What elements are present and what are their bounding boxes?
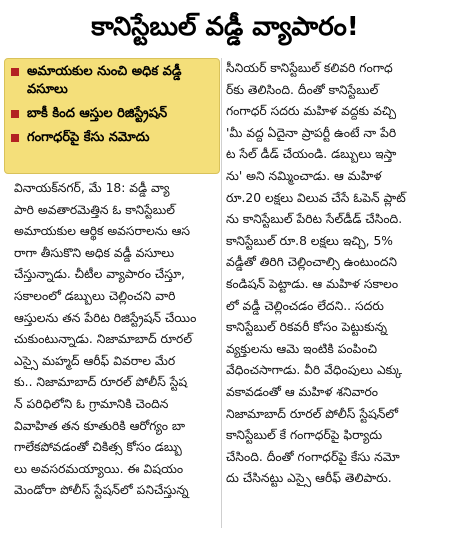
- headline: కానిస్టేబుల్ వడ్డీ వ్యాపారం!: [91, 12, 359, 42]
- article-line: ట సేల్ డీడ్ చేయండి. డబ్బులు ఇస్తా: [226, 147, 397, 162]
- article-line: ను కానిస్టేబుల్ పేరిట సేల్‌డీడ్ చేసింది.: [226, 212, 403, 227]
- article-line: లు అవసరమయ్యాయి. ఈ విషయం: [14, 461, 184, 476]
- article-left-column: [14, 178, 214, 502]
- article-line: మెండోరా పోలీస్ స్టేషన్‌లో పనిచేస్తున్న: [14, 483, 189, 498]
- article-line: చేస్తున్నాడు. చీటీల వ్యాపారం చేస్తూ,: [14, 267, 185, 282]
- article-line: వ్యక్తులను ఆమె ఇంటికి పంపించి: [226, 341, 378, 356]
- article-line: వేధించసాగాడు. వీరి వేధింపులు ఎక్కు: [226, 363, 403, 378]
- highlights-box: [4, 58, 220, 174]
- article-line: రాగా తీసుకొని అధిక వడ్డీ వసూలు: [14, 245, 175, 260]
- highlight-text: గంగాధర్‌పై కేసు నమోదు: [27, 130, 150, 145]
- highlight-item: [11, 105, 213, 123]
- article-line: 'మీ వద్ద ఏదైనా ప్రాపర్టీ ఉంటే నా పేరి: [226, 125, 397, 140]
- article-line: కండిషన్ పెట్టాడు. ఆ మహిళ సకాలం: [226, 276, 399, 291]
- highlight-text: బాకీ కింద ఆస్తుల రిజిస్ట్రేషన్: [27, 106, 168, 121]
- square-bullet-icon: [11, 110, 19, 118]
- article-line: కు.. నిజామాబాద్ రూరల్ పోలీస్ స్టేష: [14, 375, 188, 390]
- column-divider: [221, 58, 222, 528]
- article-line: చేసింది. దీంతో గంగాధర్‌పై కేసు నమో: [226, 449, 400, 464]
- article-line: గంగాధర్ సదరు మహిళ వద్దకు వచ్చి: [226, 104, 397, 119]
- article-line: వివాహిత తన కూతురికి ఆరోగ్యం బా: [14, 418, 186, 433]
- article-line: ను' అని నమ్మించాడు. ఆ మహిళ: [226, 168, 382, 183]
- article-line: అమాయకుల ఆర్థిక అవసరాలను ఆస: [14, 224, 191, 239]
- article-line: నిజామాబాద్ రూరల్ పోలీస్ స్టేషన్‌లో: [226, 406, 399, 421]
- article-line: కానిస్టేబుల్ రికవరీ కోసం పెట్టుకున్న: [226, 320, 388, 335]
- article-line: ర్‌కు తెలిసింది. దీంతో కానిస్టేబుల్: [226, 82, 379, 97]
- article-line: ఎస్సై మహ్మద్ ఆరీఫ్ వివరాల మేర: [14, 353, 176, 368]
- square-bullet-icon: [11, 134, 19, 142]
- article-line: దు చేసినట్టు ఎస్సై ఆరీఫ్ తెలిపారు.: [226, 471, 392, 486]
- article-line: రూ.20 లక్షలు విలువ చేసే ఓపెన్ ప్లాట్: [226, 190, 406, 205]
- square-bullet-icon: [11, 68, 19, 76]
- article-line: సీనియర్ కానిస్టేబుల్ కలివరి గంగాధ: [226, 61, 393, 75]
- article-line: కానిస్టేబుల్ రూ.8 లక్షలు ఇచ్చి, 5%: [226, 233, 393, 248]
- article-line: కానిస్టేబుల్ కే గంగాధర్‌పై ఫిర్యాదు: [226, 428, 383, 443]
- article-line: లో వడ్డీ చెల్లించడం లేదని.. సదరు: [226, 298, 384, 313]
- article-line: చుకుంటున్నాడు. నిజామాబాద్ రూరల్: [14, 332, 193, 347]
- article-line: వడ్డీతో తిరిగి చెల్లించాల్సి ఉంటుందని: [226, 255, 398, 270]
- highlight-item: [11, 63, 213, 99]
- article-line: న్ పరిధిలోని ఓ గ్రామానికి చెందిన: [14, 396, 169, 411]
- article-right-column: [226, 58, 448, 490]
- article-line: వినాయక్‌నగర్, మే 18: వడ్డీ వ్యా: [14, 181, 170, 195]
- article-line: సకాలంలో డబ్బులు చెల్లించని వారి: [14, 288, 176, 303]
- article-line: గాలేకపోవడంతో చికిత్స కోసం డబ్బు: [14, 440, 182, 455]
- article-line: ఆస్తులను తన పేరిట రిజిస్ట్రేషన్ చేయిం: [14, 310, 197, 325]
- highlight-text: అమాయకుల నుంచి అధిక వడ్డీ వసూలు: [27, 64, 182, 97]
- highlight-item: [11, 129, 213, 147]
- article-line: వకావడంతో ఆ మహిళ శనివారం: [226, 384, 379, 399]
- article-line: పారి అవతారమెత్తిన ఓ కానిస్టేబుల్: [14, 202, 175, 217]
